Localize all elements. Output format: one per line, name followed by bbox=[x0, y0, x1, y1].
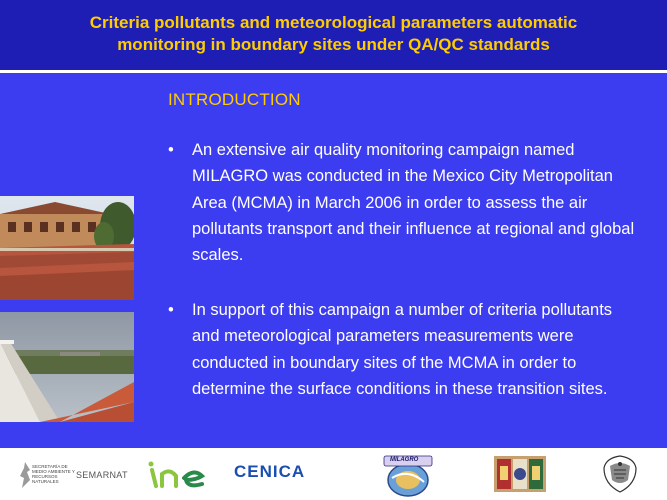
milagro-logo bbox=[378, 450, 438, 498]
ine-logo bbox=[148, 460, 208, 490]
semarnat-wordmark: SEMARNAT bbox=[76, 470, 128, 480]
logo-footer bbox=[0, 448, 667, 500]
university-shield-logo bbox=[600, 454, 640, 494]
section-title: INTRODUCTION bbox=[168, 90, 301, 109]
slide-title-line-2: monitoring in boundary sites under QA/QC standards bbox=[117, 35, 550, 54]
semarnat-logo bbox=[18, 458, 126, 492]
bullet-item bbox=[168, 137, 638, 268]
slide-header bbox=[0, 0, 667, 70]
bullet-marker: • bbox=[168, 301, 174, 319]
bullet-text: In support of this campaign a number of criteria pollutants and meteorological parameters measurements were conducted in boundary sites of the MCMA in order to determine the surface conditions in these transition sites. bbox=[192, 301, 613, 398]
institution-crest-logo bbox=[494, 456, 546, 492]
header-divider bbox=[0, 70, 667, 73]
monitoring-site-photo-building bbox=[0, 196, 134, 300]
monitoring-site-photo-rooftop bbox=[0, 312, 134, 422]
milagro-wordmark: MILAGRO bbox=[390, 457, 419, 463]
cenica-logo: CENICA bbox=[234, 462, 306, 481]
bullet-text: An extensive air quality monitoring campaign named MILAGRO was conducted in the Mexico City Metropolitan Area (MCMA) in March 2006 in order to assess the air pollutants transport and their influence at regional and global scales. bbox=[192, 141, 635, 265]
slide-title-line-1: Criteria pollutants and meteorological parameters automatic bbox=[89, 13, 578, 32]
bullet-marker: • bbox=[168, 141, 174, 159]
semarnat-subtitle: SECRETARÍA DE MEDIO AMBIENTE Y RECURSOS NATURALES bbox=[32, 464, 75, 484]
bullet-item bbox=[168, 297, 638, 402]
